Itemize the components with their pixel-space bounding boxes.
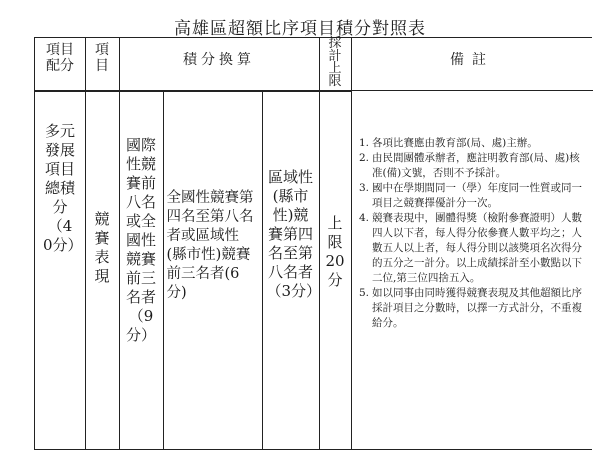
header-item-score (35, 42, 85, 88)
note-number: 1. (359, 137, 370, 149)
header-divider (351, 90, 593, 91)
note-item (359, 136, 589, 151)
calc-national-text: 全國性競賽第四名至第八名者或區域性(縣市性)競賽前三名者(6分) (166, 190, 254, 301)
note-text: 由民間團體承辦者，應註明教育部(局、處)核准(備)文號，否則不予採計。 (372, 152, 580, 179)
note-number: 3. (359, 182, 370, 194)
cap-text: 上限20分 (325, 214, 345, 289)
notes-list (357, 136, 589, 331)
note-text: 如以同事由同時獲得競賽表現及其他超額比序採計項目之分數時，以擇一方式計分，不重複給分。 (372, 287, 582, 329)
notes-cell (357, 136, 589, 331)
item-text: 競賽表現 (94, 210, 110, 285)
item-score-text: 多元發展項目總積分（40分） (43, 122, 83, 254)
calc-international-text: 國際性競賽前八名或全國性競賽前三名者（9分） (125, 136, 156, 344)
score-table (34, 37, 592, 450)
note-number: 5. (359, 287, 370, 299)
cap-cell (319, 214, 351, 290)
header-item (85, 42, 119, 88)
header-cap-label: 採計上限 (328, 36, 342, 89)
calc-international-cell (119, 136, 163, 345)
note-number: 4. (359, 212, 370, 224)
note-item (359, 181, 589, 211)
note-item (359, 286, 589, 331)
col-divider (351, 38, 352, 449)
note-text: 競賽表現中，團體得獎（檢附參賽證明）人數四人以下者，每人得分依參賽人數平均之；人數五人以上者，每人得分則以該獎項名次得分的五分之一計分。以上成績採計至小數點以下二位,第三位四捨五入。 (372, 212, 582, 284)
note-item (359, 211, 589, 286)
header-notes: 備註 (450, 52, 494, 68)
calc-regional-cell (262, 168, 322, 301)
calc-regional-text: 區域性(縣市性)競賽第四名至第八名者（3分） (266, 168, 322, 300)
header-calc: 積分換算 (183, 52, 255, 68)
header-divider (35, 90, 351, 92)
note-text: 各項比賽應由教育部(局、處)主辦。 (372, 137, 538, 149)
note-number: 2. (359, 152, 370, 164)
header-item-label: 項目 (95, 42, 109, 74)
calc-national-cell (163, 189, 262, 303)
header-item-score-label: 項目配分 (46, 42, 74, 74)
page-title: 高雄區超額比序項目積分對照表 (174, 19, 426, 39)
header-cap (319, 38, 351, 90)
note-text: 國中在學期間同一（學）年度同一性質或同一項目之競賽擇優計分一次。 (372, 182, 582, 209)
note-item (359, 151, 589, 181)
item-cell (85, 210, 119, 286)
item-score-cell (35, 122, 85, 255)
